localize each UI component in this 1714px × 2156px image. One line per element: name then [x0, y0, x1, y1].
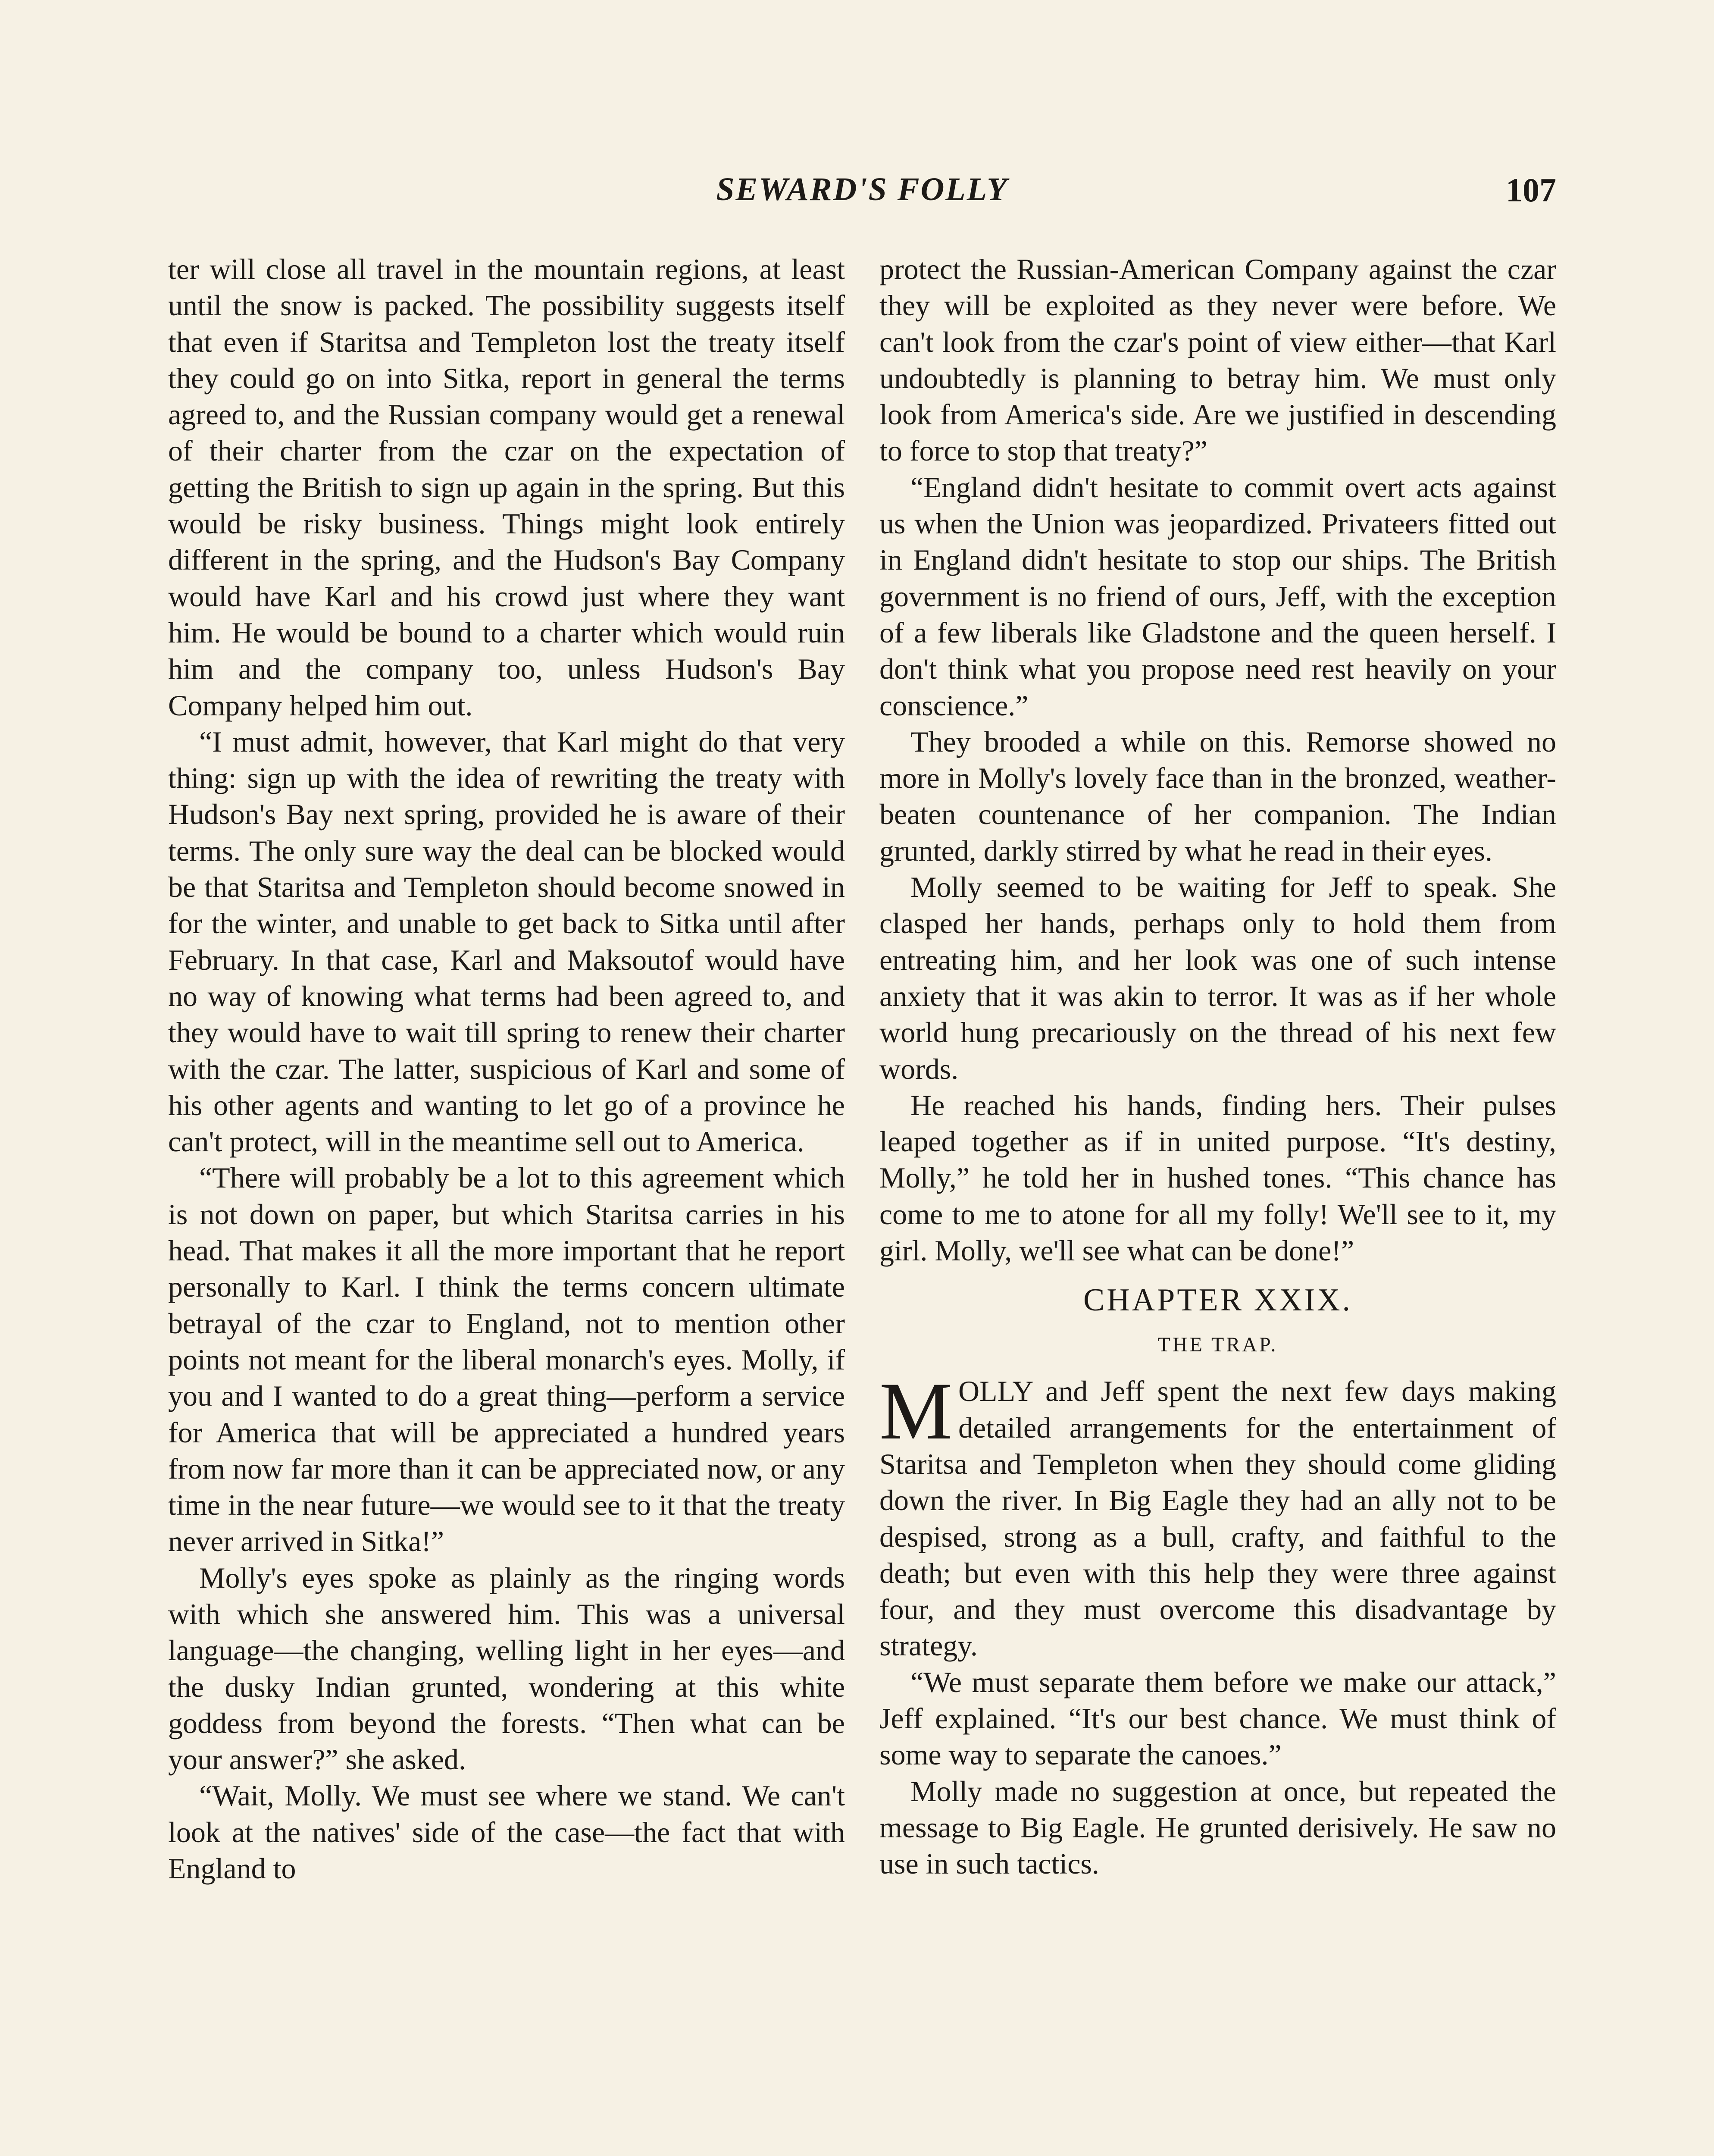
left-column [168, 251, 845, 1887]
paragraph: “I must admit, however, that Karl might do that very thing: sign up with the idea of rewriting the treaty with Hudson's Bay next spring, provided he is aware of their terms. The only sure way the deal can be blocked would be that Staritsa and Templeton should become snowed in for the winter, and unable to get back to Sitka until after February. In that case, Karl and Maksoutof would have no way of knowing what terms had been agreed to, and they would have to wait till spring to renew their charter with the czar. The latter, suspicious of Karl and some of his other agents and wanting to let go of a province he can't protect, will in the meantime sell out to America. [168, 725, 845, 1158]
paragraph: Molly's eyes spoke as plainly as the ringing words with which she answered him. This was a universal language—the changing, welling light in her eyes—and the dusky Indian grunted, wondering at this white goddess from beyond the forests. “Then what can be your answer?” she asked. [168, 1561, 845, 1776]
drop-cap: M [879, 1366, 952, 1457]
paragraph: “England didn't hesitate to commit overt acts against us when the Union was jeopardized. Privateers fitted out in England didn't hesitate to stop our ships. The British government is no friend of ours, Jeff, with the exception of a few liberals like Gladstone and the queen herself. I don't think what you propose need rest heavily on your conscience.” [879, 470, 1556, 722]
running-head [168, 171, 1556, 218]
paragraph: “There will probably be a lot to this agreement which is not down on paper, but which Staritsa carries in his head. That makes it all the more important that he report personally to Karl. I think the terms concern ultimate betrayal of the czar to England, not to mention other points not meant for the liberal monarch's eyes. Molly, if you and I wanted to do a great thing—perform a service for America that will be appreciated a hundred years from now far more than it can be appreciated now, or any time in the near future—we would see to it that the treaty never arrived in Sitka!” [168, 1161, 845, 1558]
paragraph: He reached his hands, finding hers. Their pulses leaped together as if in united purpose. “It's destiny, Molly,” he told her in hushed tones. “This chance has come to me to atone for all my folly! We'll see to it, my girl. Molly, we'll see what can be done!” [879, 1088, 1556, 1267]
chapter-subtitle: THE TRAP. [1157, 1333, 1278, 1357]
paragraph: protect the Russian-American Company against the czar they will be exploited as they never were before. We can't look from the czar's point of view either—that Karl undoubtedly is planning to betray him. We must only look from America's side. Are we justified in descending to force to stop that treaty?” [879, 253, 1556, 467]
paragraph: “Wait, Molly. We must see where we stand. We can't look at the natives' side of the case—the fact that with England to [168, 1779, 845, 1885]
paragraph: They brooded a while on this. Remorse showed no more in Molly's lovely face than in the bronzed, weather-beaten countenance of her companion. The Indian grunted, darkly stirred by what he read in their eyes. [879, 725, 1556, 867]
chapter-heading: CHAPTER XXIX. [1083, 1282, 1353, 1318]
paragraph: Molly made no suggestion at once, but repeated the message to Big Eagle. He grunted derisively. He saw no use in such tactics. [879, 1774, 1556, 1880]
chapter-first-paragraph [879, 1366, 1556, 1664]
page-number: 107 [1506, 171, 1556, 209]
paragraph: Molly seemed to be waiting for Jeff to speak. She clasped her hands, perhaps only to hold them from entreating him, and her look was one of such intense anxiety that it was akin to terror. It was as if her whole world hung precariously on the thread of his next few words. [879, 871, 1556, 1085]
first-paragraph-text: OLLY and Jeff spent the next few days making detailed arrangements for the entertainment of Staritsa and Templeton when they should come gliding down the river. In Big Eagle they had an ally not to be despised, strong as a bull, crafty, and faithful to the death; but even with this help they were three against four, and they must overcome this disadvantage by strategy. [879, 1375, 1556, 1662]
paragraph: ter will close all travel in the mountain regions, at least until the snow is packed. The possibility suggests itself that even if Staritsa and Templeton lost the treaty itself they could go on into Sitka, report in general the terms agreed to, and the Russian company would get a renewal of their charter from the czar on the expectation of getting the British to sign up again in the spring. But this would be risky business. Things might look entirely different in the spring, and the Hudson's Bay Company would have Karl and his crowd just where they want him. He would be bound to a charter which would ruin him and the company too, unless Hudson's Bay Company helped him out. [168, 253, 845, 722]
right-column [879, 251, 1556, 1882]
paragraph: “We must separate them before we make our attack,” Jeff explained. “It's our best chance. We must think of some way to separate the canoes.” [879, 1665, 1556, 1771]
running-title: SEWARD'S FOLLY [716, 171, 1008, 207]
